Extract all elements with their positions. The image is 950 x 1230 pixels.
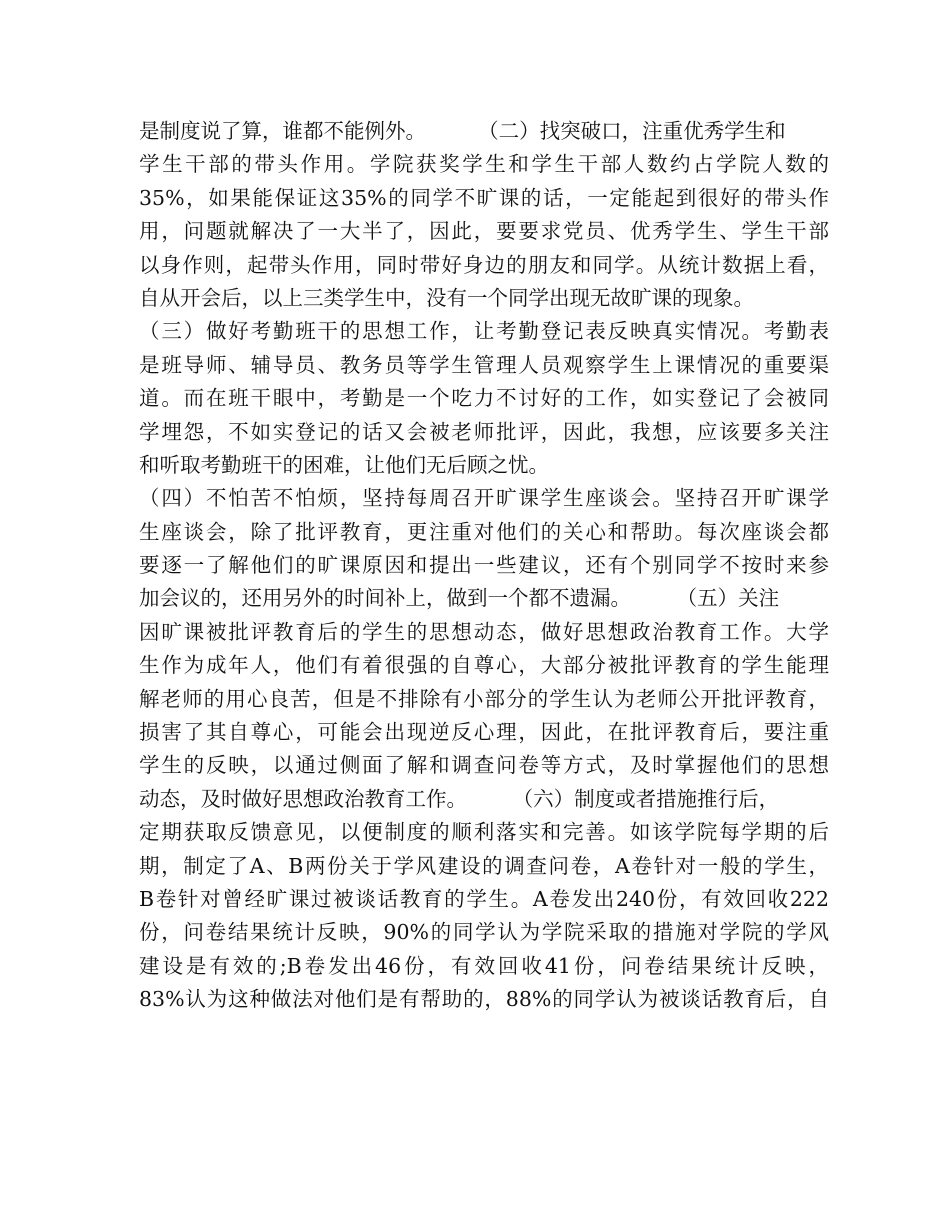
text-line: 生作为成年人，他们有着很强的自尊心，大部分被批评教育的学生能理 bbox=[139, 653, 829, 678]
text-line: 自从开会后，以上三类学生中，没有一个同学出现无故旷课的现象。 bbox=[139, 285, 754, 310]
text-line: 83%认为这种做法对他们是有帮助的，88%的同学认为被谈话教育后，自 bbox=[139, 987, 829, 1012]
text-line: 和听取考勤班干的困难，让他们无后顾之忧。 bbox=[139, 452, 549, 477]
text-line: 学生的反映，以通过侧面了解和调查问卷等方式，及时掌握他们的思想 bbox=[139, 753, 829, 778]
text-line: 学埋怨，不如实登记的话又会被老师批评，因此，我想，应该要多关注 bbox=[139, 419, 829, 444]
text-line: 解老师的用心良苦，但是不排除有小部分的学生认为老师公开批评教育， bbox=[139, 686, 829, 711]
text-line: （三）做好考勤班干的思想工作，让考勤登记表反映真实情况。考勤表 bbox=[139, 319, 829, 344]
text-line: 份，问卷结果统计反映，90%的同学认为学院采取的措施对学院的学风 bbox=[139, 920, 829, 945]
text-line: 是班导师、辅导员、教务员等学生管理人员观察学生上课情况的重要渠 bbox=[139, 352, 829, 377]
text-line: 生座谈会，除了批评教育，更注重对他们的关心和帮助。每次座谈会都 bbox=[139, 519, 829, 544]
text-line: B卷针对曾经旷课过被谈话教育的学生。A卷发出240份，有效回收222 bbox=[139, 886, 829, 911]
text-line: 是制度说了算，谁都不能例外。 （二）找突破口，注重优秀学生和 bbox=[139, 119, 786, 143]
text-line: （四）不怕苦不怕烦，坚持每周召开旷课学生座谈会。坚持召开旷课学 bbox=[139, 486, 829, 511]
text-line: 以身作则，起带头作用，同时带好身边的朋友和同学。从统计数据上看， bbox=[139, 252, 829, 277]
text-line: 定期获取反馈意见，以便制度的顺利落实和完善。如该学院每学期的后 bbox=[139, 820, 829, 845]
text-line: 35%，如果能保证这35%的同学不旷课的话，一定能起到很好的带头作 bbox=[139, 185, 829, 210]
text-line: 建设是有效的;B卷发出46份，有效回收41份，问卷结果统计反映， bbox=[139, 953, 829, 978]
text-line: 动态，及时做好思想政治教育工作。 （六）制度或者措施推行后， bbox=[139, 786, 780, 811]
text-line: 学生干部的带头作用。学院获奖学生和学生干部人数约占学院人数的 bbox=[139, 152, 829, 177]
text-line: 用，问题就解决了一大半了，因此，要要求党员、优秀学生、学生干部 bbox=[139, 219, 829, 244]
text-line: 期，制定了A、B两份关于学风建设的调查问卷，A卷针对一般的学生， bbox=[139, 853, 829, 878]
text-line: 损害了其自尊心，可能会出现逆反心理，因此，在批评教育后，要注重 bbox=[139, 720, 829, 745]
text-line: 要逐一了解他们的旷课原因和提出一些建议，还有个别同学不按时来参 bbox=[139, 553, 829, 578]
text-line: 道。而在班干眼中，考勤是一个吃力不讨好的工作，如实登记了会被同 bbox=[139, 386, 829, 411]
body-text bbox=[139, 115, 829, 1017]
text-line: 加会议的，还用另外的时间补上，做到一个都不遗漏。 （五）关注 bbox=[139, 586, 780, 611]
text-line: 因旷课被批评教育后的学生的思想动态，做好思想政治教育工作。大学 bbox=[139, 619, 829, 644]
